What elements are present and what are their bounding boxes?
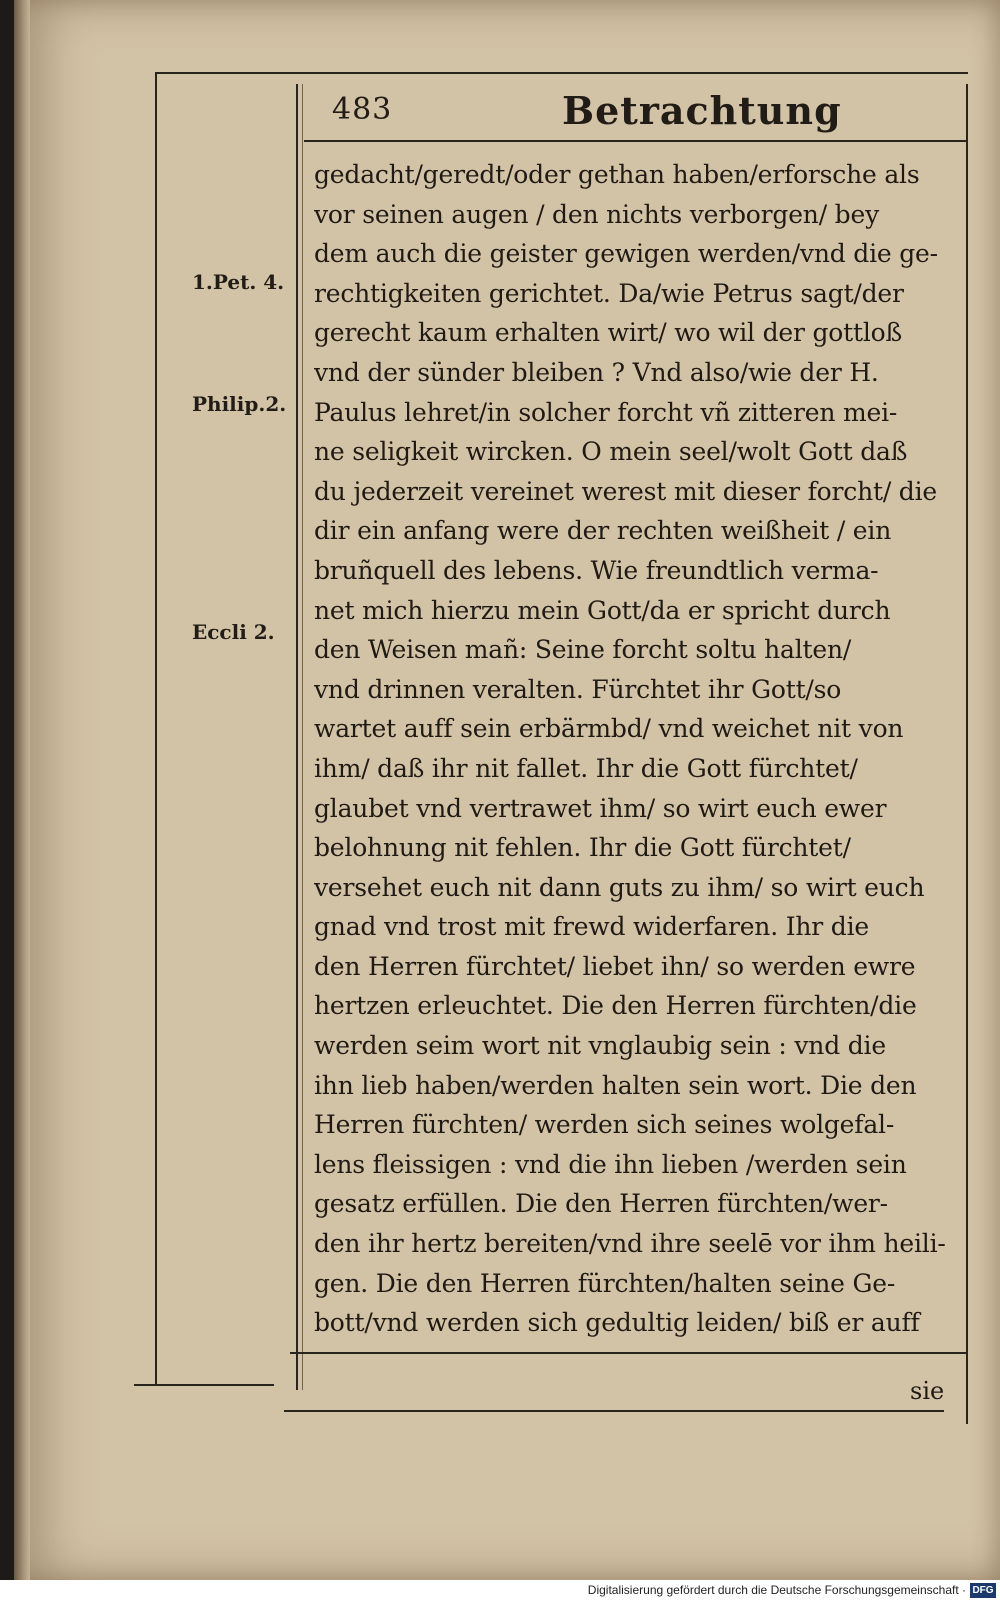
dfg-logo-icon: DFG bbox=[970, 1583, 996, 1598]
main-text-block bbox=[314, 155, 962, 1343]
text-line: glaubet vnd vertrawet ihm/ so wirt euch ewer bbox=[314, 793, 887, 823]
header-rule-bottom bbox=[304, 140, 968, 142]
text-line: bruñquell des lebens. Wie freundtlich verma- bbox=[314, 555, 879, 585]
text-line: ne seligkeit wircken. O mein seel/wolt Gott daß bbox=[314, 437, 908, 467]
header-rule-top bbox=[156, 72, 968, 74]
page-gutter-shadow bbox=[14, 0, 30, 1580]
text-line: ihm/ daß ihr nit fallet. Ihr die Gott fürchtet/ bbox=[314, 753, 858, 783]
margin-note-eccli: Eccli 2. bbox=[192, 620, 275, 644]
book-page bbox=[14, 0, 1000, 1580]
text-line: dir ein anfang were der rechten weißheit / ein bbox=[314, 516, 892, 546]
text-line: den Weisen mañ: Seine forcht soltu halten/ bbox=[314, 635, 852, 665]
catchword: sie bbox=[910, 1377, 945, 1405]
text-line: rechtigkeiten gerichtet. Da/wie Petrus sagt/der bbox=[314, 278, 904, 308]
text-column-rule-right bbox=[966, 84, 968, 1424]
text-line: du jederzeit vereinet werest mit dieser forcht/ die bbox=[314, 476, 937, 506]
left-margin-rule bbox=[155, 72, 157, 1384]
margin-note-1-pet: 1.Pet. 4. bbox=[192, 270, 285, 294]
left-margin-rule-foot bbox=[134, 1384, 274, 1386]
footer-rule-bottom bbox=[284, 1410, 944, 1412]
text-line: hertzen erleuchtet. Die den Herren fürchten/die bbox=[314, 991, 917, 1021]
text-line: lens fleissigen : vnd die ihn lieben /werden sein bbox=[314, 1149, 907, 1179]
text-line: bott/vnd werden sich gedultig leiden/ biß er auff bbox=[314, 1308, 920, 1338]
running-head: Betrachtung bbox=[562, 88, 842, 133]
text-line: net mich hierzu mein Gott/da er spricht durch bbox=[314, 595, 891, 625]
text-line: werden seim wort nit vnglaubig sein : vnd die bbox=[314, 1031, 886, 1061]
text-line: gerecht kaum erhalten wirt/ wo wil der gottloß bbox=[314, 318, 902, 348]
text-line: gen. Die den Herren fürchten/halten seine Ge- bbox=[314, 1268, 896, 1298]
text-line: den ihr hertz bereiten/vnd ihre seelē vor ihm heili- bbox=[314, 1229, 946, 1259]
digitization-footer bbox=[0, 1580, 1000, 1602]
text-column-rule-inner bbox=[302, 84, 303, 1390]
text-line: versehet euch nit dann guts zu ihm/ so wirt euch bbox=[314, 872, 925, 902]
text-line: vnd drinnen veralten. Fürchtet ihr Gott/so bbox=[314, 674, 842, 704]
text-line: vor seinen augen / den nichts verborgen/ bey bbox=[314, 199, 879, 229]
text-line: den Herren fürchtet/ liebet ihn/ so werden ewre bbox=[314, 951, 916, 981]
text-line: gedacht/geredt/oder gethan haben/erforsche als bbox=[314, 160, 920, 189]
text-line: vnd der sünder bleiben ? Vnd also/wie der H. bbox=[314, 357, 879, 387]
footer-credit: Digitalisierung gefördert durch die Deutsche Forschungsgemeinschaft · bbox=[587, 1583, 966, 1597]
text-line: dem auch die geister gewigen werden/vnd die ge- bbox=[314, 239, 938, 269]
margin-note-philip: Philip.2. bbox=[192, 392, 287, 416]
footer-rule-top bbox=[290, 1352, 966, 1354]
text-column-rule-left bbox=[296, 84, 298, 1390]
text-line: Paulus lehret/in solcher forcht vñ zitteren mei- bbox=[314, 397, 898, 427]
text-line: ihn lieb haben/werden halten sein wort. Die den bbox=[314, 1070, 917, 1100]
text-line: belohnung nit fehlen. Ihr die Gott fürchtet/ bbox=[314, 833, 851, 863]
page-number: 483 bbox=[332, 92, 393, 127]
text-line: gnad vnd trost mit frewd widerfaren. Ihr die bbox=[314, 912, 869, 942]
text-line: Herren fürchten/ werden sich seines wolgefal- bbox=[314, 1110, 895, 1140]
text-line: wartet auff sein erbärmbd/ vnd weichet nit von bbox=[314, 714, 904, 744]
text-line: gesatz erfüllen. Die den Herren fürchten/wer- bbox=[314, 1189, 888, 1219]
